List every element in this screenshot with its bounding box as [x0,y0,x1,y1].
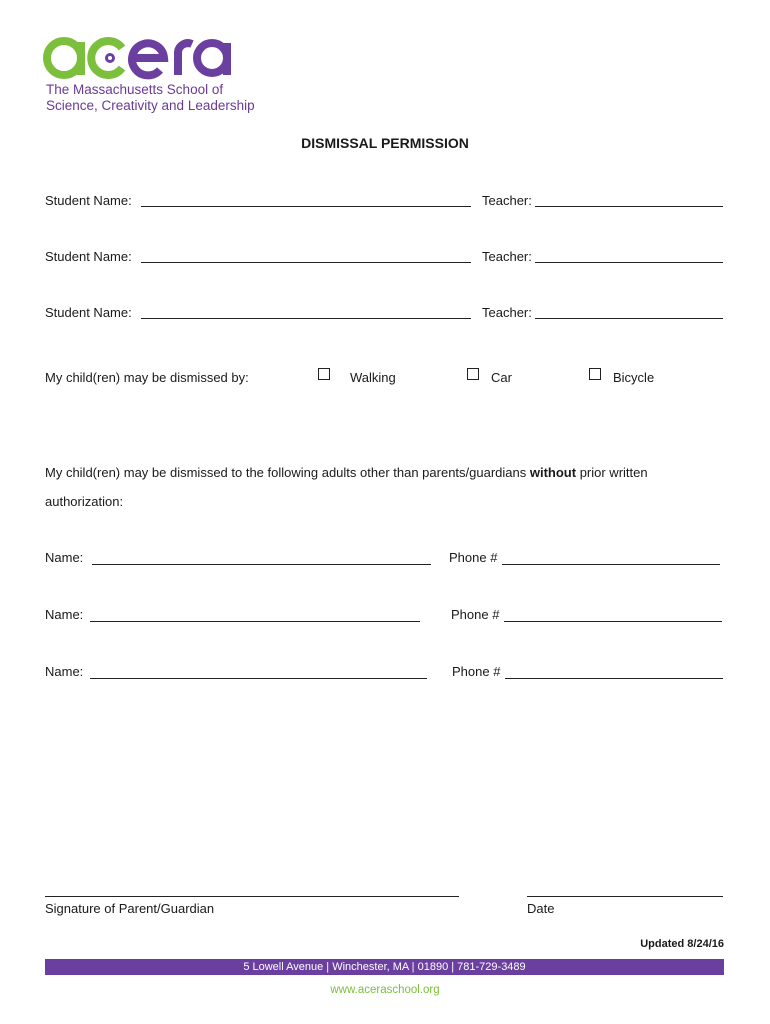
bicycle-checkbox[interactable] [589,368,601,380]
adult-name-label-3: Name: [45,664,84,679]
school-logo [40,28,280,118]
teacher-field-2[interactable] [535,262,723,263]
adult-name-field-3[interactable] [90,678,427,679]
dismiss-by-label: My child(ren) may be dismissed by: [45,370,249,385]
website-link[interactable]: www.aceraschool.org [330,984,440,996]
student-name-field-3[interactable] [141,318,471,319]
phone-label-1: Phone # [449,550,498,565]
logo-tagline-1: The Massachusetts School of [46,82,224,97]
teacher-label-2: Teacher: [482,249,532,264]
car-checkbox[interactable] [467,368,479,380]
logo-tagline-2: Science, Creativity and Leadership [46,98,255,113]
bicycle-option-label: Bicycle [613,370,655,385]
adults-instruction [45,465,648,480]
teacher-field-1[interactable] [535,206,723,207]
acera-logo-mark [40,28,240,88]
date-label: Date [527,901,555,916]
footer-address-bar: 5 Lowell Avenue | Winchester, MA | 01890 | 781-729-3489 [45,959,724,975]
adult-name-field-2[interactable] [90,621,420,622]
signature-field[interactable] [45,896,459,897]
phone-label-2: Phone # [451,607,500,622]
adults-instruction-end: prior written [576,465,648,480]
car-option-label: Car [491,370,512,385]
teacher-label-1: Teacher: [482,193,532,208]
student-name-field-2[interactable] [141,262,471,263]
phone-field-3[interactable] [505,678,723,679]
teacher-field-3[interactable] [535,318,723,319]
student-name-field-1[interactable] [141,206,471,207]
adult-name-field-1[interactable] [92,564,431,565]
phone-label-3: Phone # [452,664,501,679]
walking-option-label: Walking [350,370,396,385]
adult-name-label-1: Name: [45,550,84,565]
teacher-label-3: Teacher: [482,305,532,320]
updated-date: Updated 8/24/16 [640,938,724,950]
date-field[interactable] [527,896,723,897]
signature-label: Signature of Parent/Guardian [45,901,215,916]
walking-checkbox[interactable] [318,368,330,380]
student-name-label-3: Student Name: [45,305,132,320]
phone-field-1[interactable] [502,564,720,565]
form-title: DISMISSAL PERMISSION [301,135,469,151]
student-name-label-1: Student Name: [45,193,132,208]
phone-field-2[interactable] [504,621,722,622]
adults-instruction-emphasis: without [529,465,577,480]
student-name-label-2: Student Name: [45,249,132,264]
adults-instruction-start: My child(ren) may be dismissed to the following adults other than parents/guardians [45,465,530,480]
adult-name-label-2: Name: [45,607,84,622]
adults-instruction-line2: authorization: [45,494,124,509]
